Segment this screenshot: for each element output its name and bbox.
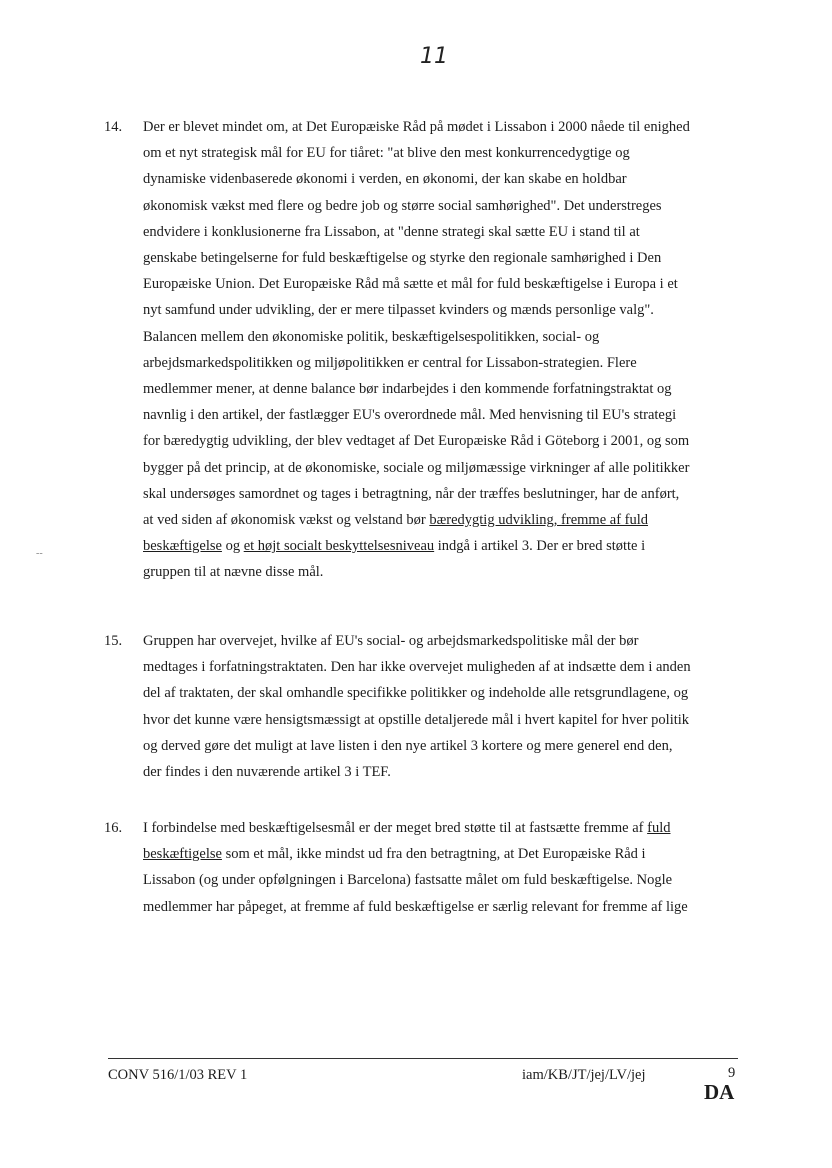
handwritten-page-number: 11: [420, 44, 448, 69]
text-segment: skal undersøges samordnet og tages i betragtning, når der træffes beslutninger, har de anført,: [143, 485, 680, 502]
text-segment: nyt samfund under udvikling, der er mere tilpasset kvinders og mænds personlige valg".: [143, 302, 654, 319]
paragraph-16: [143, 815, 743, 920]
text-segment: for bæredygtig udvikling, der blev vedtaget af Det Europæiske Råd i Göteborg i 2001, og som: [143, 433, 690, 450]
text-segment: navnlig i den artikel, der fastlægger EU's overordnede mål. Med henvisning til EU's strategi: [143, 407, 677, 424]
paragraph-number-15: 15.: [104, 633, 123, 649]
text-line: [143, 245, 743, 271]
text-line: [143, 841, 743, 867]
text-line: [143, 193, 743, 219]
underlined-text: bæredygtig udvikling, fremme af fuld: [429, 512, 649, 529]
text-line: [143, 481, 743, 507]
text-segment: at ved siden af økonomisk vækst og velstand bør: [143, 512, 430, 529]
text-line: [143, 559, 743, 585]
underlined-text: beskæftigelse: [143, 538, 222, 555]
text-segment: dynamiske videnbaserede økonomi i verden, en økonomi, der kan skabe en holdbar: [143, 171, 627, 188]
text-line: [143, 402, 743, 428]
text-segment: om et nyt strategisk mål for EU for tiåret: "at blive den mest konkurrencedygtige og: [143, 145, 630, 162]
text-segment: Der er blevet mindet om, at Det Europæiske Råd på mødet i Lissabon i 2000 nåede til enighed: [143, 119, 690, 135]
language-code: DA: [704, 1080, 735, 1104]
paragraph-number-14: 14.: [104, 119, 123, 135]
text-segment: der findes i den nuværende artikel 3 i TEF.: [143, 764, 391, 781]
text-segment: gruppen til at nævne disse mål.: [143, 564, 324, 581]
text-segment: økonomisk vækst med flere og bedre job og større social samhørighed". Det understreges: [143, 197, 662, 214]
text-segment: og: [221, 538, 244, 555]
text-line: [143, 428, 743, 454]
text-line: [143, 271, 743, 297]
text-segment: Europæiske Union. Det Europæiske Råd må sætte et mål for fuld beskæftigelse i Europa i et: [143, 276, 678, 293]
text-segment: Gruppen har overvejet, hvilke af EU's social- og arbejdsmarkedspolitiske mål der bør: [143, 633, 639, 649]
text-segment: medtages i forfatningstraktaten. Den har ikke overvejet muligheden af at indsætte dem i anden: [143, 659, 691, 676]
text-line: [143, 166, 743, 192]
text-segment: indgå i artikel 3. Der er bred støtte i: [434, 538, 646, 555]
text-line: [143, 140, 743, 166]
underlined-text: et højt socialt beskyttelsesniveau: [243, 538, 435, 555]
text-segment: genskabe betingelserne for fuld beskæftigelse og styrke den regionale samhørighed i Den: [143, 250, 662, 267]
text-line: [143, 324, 743, 350]
text-segment: I forbindelse med beskæftigelsesmål er der meget bred støtte til at fastsætte fremme af: [143, 820, 648, 836]
paragraph-14: [143, 114, 743, 586]
text-segment: arbejdsmarkedspolitikken og miljøpolitikken er central for Lissabon-strategien. Flere: [143, 354, 637, 371]
text-line: [143, 297, 743, 323]
page-number: 9: [728, 1065, 736, 1081]
document-reference: CONV 516/1/03 REV 1: [108, 1067, 248, 1083]
text-line: [143, 654, 743, 680]
text-line: [143, 707, 743, 733]
text-line: [143, 114, 743, 140]
text-line: [143, 455, 743, 481]
text-segment: endvidere i konklusionerne fra Lissabon, at "denne strategi skal sætte EU i stand til at: [143, 223, 640, 240]
text-segment: Lissabon (og under opfølgningen i Barcelona) fastsatte målet om fuld beskæftigelse. Nogle: [143, 872, 673, 889]
underlined-text: beskæftigelse: [143, 846, 222, 863]
text-line: [143, 867, 743, 893]
text-line: [143, 815, 743, 841]
underlined-text: fuld: [647, 820, 671, 836]
text-line: [143, 533, 743, 559]
text-segment: medlemmer mener, at denne balance bør indarbejdes i den kommende forfatningstraktat og: [143, 381, 672, 398]
text-segment: medlemmer har påpeget, at fremme af fuld beskæftigelse er særlig relevant for fremme af lige: [143, 898, 688, 915]
text-segment: hvor det kunne være hensigtsmæssigt at opstille detaljerede mål i hvert kapitel for hver politik: [143, 711, 690, 728]
text-line: [143, 733, 743, 759]
text-line: [143, 759, 743, 785]
author-initials: iam/KB/JT/jej/LV/jej: [522, 1067, 646, 1083]
margin-mark: --: [36, 548, 43, 559]
text-segment: og derved gøre det muligt at lave listen i den nye artikel 3 kortere og mere generel end den,: [143, 737, 673, 754]
text-line: [143, 507, 743, 533]
text-line: [143, 219, 743, 245]
text-segment: Balancen mellem den økonomiske politik, beskæftigelsespolitikken, social- og: [143, 328, 600, 345]
footer-divider: [108, 1058, 738, 1059]
text-line: [143, 376, 743, 402]
paragraph-number-16: 16.: [104, 820, 123, 836]
paragraph-15: [143, 628, 743, 785]
text-segment: del af traktaten, der skal omhandle specifikke politikker og indeholde alle retsgrundlagene, og: [143, 685, 689, 702]
text-line: [143, 894, 743, 920]
text-line: [143, 680, 743, 706]
text-segment: bygger på det princip, at de økonomiske, sociale og miljømæssige virkninger af alle politikker: [143, 459, 690, 476]
text-line: [143, 628, 743, 654]
text-segment: som et mål, ikke mindst ud fra den betragtning, at Det Europæiske Råd i: [221, 846, 646, 863]
text-line: [143, 350, 743, 376]
